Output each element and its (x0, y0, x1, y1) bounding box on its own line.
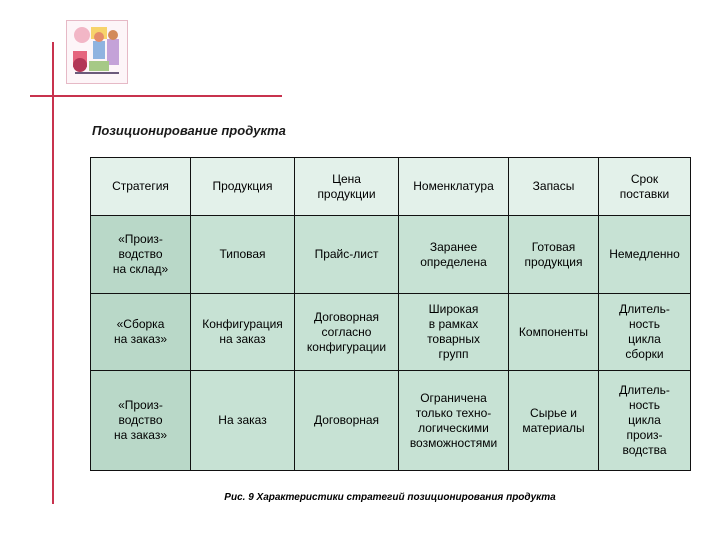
horizontal-accent-line (30, 95, 282, 97)
header-delivery: Срок поставки (599, 158, 691, 216)
table-row (91, 216, 691, 294)
positioning-table (90, 157, 691, 471)
cell-product: На заказ (191, 371, 295, 471)
header-assortment: Номенклатура (399, 158, 509, 216)
cell-strategy: «Произ- водство на склад» (91, 216, 191, 294)
section-title: Позиционирование продукта (92, 123, 286, 138)
table-row (91, 371, 691, 471)
cell-price: Договорная согласно конфигурации (295, 294, 399, 371)
cell-delivery: Длитель- ность цикла сборки (599, 294, 691, 371)
cell-delivery: Длитель- ность цикла произ- водства (599, 371, 691, 471)
vertical-accent-line (52, 42, 54, 504)
cell-stock: Сырье и материалы (509, 371, 599, 471)
cell-price: Прайс-лист (295, 216, 399, 294)
header-row (91, 158, 691, 216)
table-row (91, 294, 691, 371)
cell-strategy: «Сборка на заказ» (91, 294, 191, 371)
cell-product: Конфигурация на заказ (191, 294, 295, 371)
header-price: Цена продукции (295, 158, 399, 216)
header-strategy: Стратегия (91, 158, 191, 216)
logo-illustration (66, 20, 128, 84)
cell-strategy: «Произ- водство на заказ» (91, 371, 191, 471)
cell-assortment: Широкая в рамках товарных групп (399, 294, 509, 371)
cell-assortment: Ограничена только техно- логическими возможностями (399, 371, 509, 471)
header-product: Продукция (191, 158, 295, 216)
cell-delivery: Немедленно (599, 216, 691, 294)
header-stock: Запасы (509, 158, 599, 216)
cell-product: Типовая (191, 216, 295, 294)
figure-caption: Рис. 9 Характеристики стратегий позиционирования продукта (224, 492, 556, 503)
cell-stock: Компоненты (509, 294, 599, 371)
cell-stock: Готовая продукция (509, 216, 599, 294)
cell-assortment: Заранее определена (399, 216, 509, 294)
cell-price: Договорная (295, 371, 399, 471)
